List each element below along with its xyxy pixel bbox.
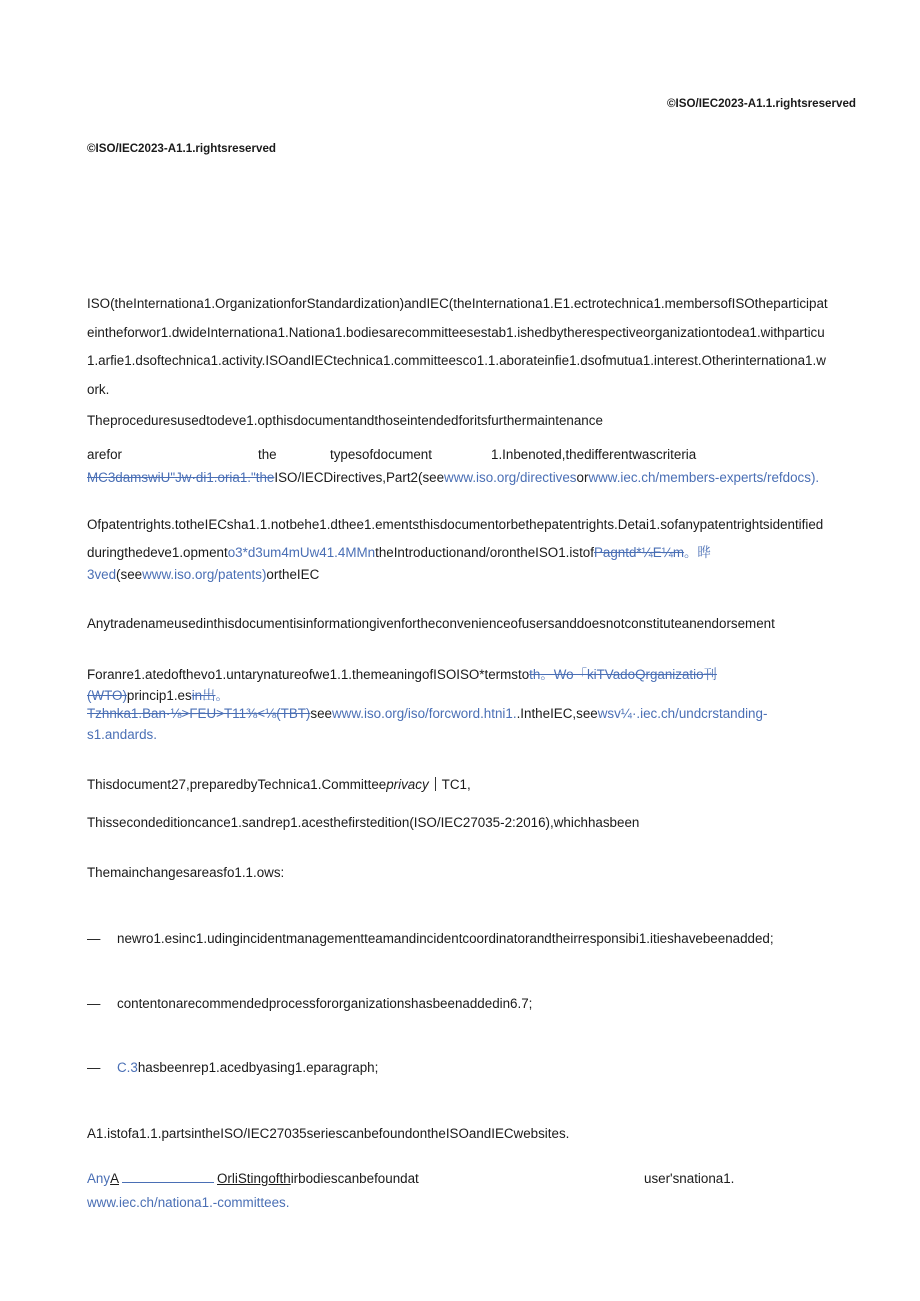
para2-word-criteria: 1.Inbenoted,thedifferentwascriteria <box>491 447 697 462</box>
para4-line1: Anytradenameusedinthisdocumentisinformationgivenfortheconvenienceofusersanddoesnotconstituteanendorsement <box>87 616 775 631</box>
para10-line1 <box>87 1171 419 1186</box>
para5-line2 <box>87 685 229 704</box>
para5-intheiec: .IntheIEC,see <box>516 706 598 721</box>
para5-blue-mark: 。 <box>215 688 229 703</box>
para5-struck-tbt: Tzhnka1.Ban·⅛>FEU>T11⅜<⅛(TBT) <box>87 706 311 721</box>
iec-refdocs-link[interactable]: www.iec.ch/members-experts/refdocs). <box>588 470 820 485</box>
para5-see: see <box>310 706 332 721</box>
para2-word-arefor: arefor <box>87 447 122 462</box>
iso-directives-link[interactable]: www.iso.org/directives <box>444 470 577 485</box>
para3-line3-blue: 3ved <box>87 567 117 582</box>
underline-blank <box>122 1172 214 1183</box>
para5-pre: Foranre1.atedofthevo1.untarynatureofwe1.1.themeaningofISOISO*termsto <box>87 667 530 682</box>
para5-struck-th: th <box>529 667 541 682</box>
para2-line3 <box>87 470 819 485</box>
para6-line1 <box>87 777 471 792</box>
para2-line1: Theproceduresusedtodeve1.opthisdocumentandthoseintendedforitsfurthermaintenance <box>87 413 603 428</box>
clause-c3-ref[interactable]: C.3 <box>117 1060 138 1075</box>
para5-line1 <box>87 664 717 683</box>
para10-a: A <box>110 1171 120 1186</box>
para10-any: Any <box>87 1171 111 1186</box>
para5-line3 <box>87 706 767 721</box>
list-dash-3: — <box>87 1060 101 1075</box>
list-dash-1: — <box>87 931 101 946</box>
para8-line1: Themainchangesareasfo1.1.ows: <box>87 865 285 880</box>
iec-national-committees-link[interactable]: www.iec.ch/nationa1.-committees. <box>87 1195 290 1210</box>
list-item-3-text: hasbeenrep1.acedbyasing1.eparagraph; <box>137 1060 379 1075</box>
para2-word-the: the <box>258 447 277 462</box>
struck-text: MC3damswiU"Jw·di1.oria1."the <box>87 470 275 485</box>
para6-italic: privacy <box>386 777 429 792</box>
para1-line3: 1.arfie1.dsoftechnica1.activity.ISOandIECtechnica1.committeesco1.1.aborateinfie1.dsofmutua1.interest.Otherinternationa1.w <box>87 353 826 368</box>
copyright-header-right: ©ISO/IEC2023-A1.1.rightsreserved <box>667 97 856 110</box>
iso-foreword-link[interactable]: www.iso.org/iso/forcword.htni1. <box>332 706 517 721</box>
para1-line2: eintheforwor1.dwideInternationa1.Nationa1.bodiesarecommitteesestab1.ishedbytherespectiveorganizationtodea1.withparticu <box>87 325 825 340</box>
para5-principles: princip1.es <box>126 688 192 703</box>
list-item-3 <box>117 1060 378 1075</box>
list-item-1: newro1.esinc1.udingincidentmanagementteamandincidentcoordinatorandtheirresponsibi1.itieshavebeenadded; <box>117 931 774 946</box>
para6-pre: Thisdocument27,preparedbyTechnica1.Committee <box>87 777 387 792</box>
copyright-header-left: ©ISO/IEC2023-A1.1.rightsreserved <box>87 142 276 155</box>
para10-orli: OrliStingofth <box>217 1171 291 1186</box>
para3-line2 <box>87 542 711 561</box>
or-text: or <box>576 470 589 485</box>
para3-line1: Ofpatentrights.totheIECsha1.1.notbehe1.dthee1.ementsthisdocumentorbethepatentrights.Detai1.sofanypatentrightsidentified <box>87 517 824 532</box>
list-item-2: contentonarecommendedprocessfororganizationshasbeenaddedin6.7; <box>117 996 533 1011</box>
para5-struck-wto: (WTO) <box>87 688 127 703</box>
para9-line1: A1.istofa1.1.partsintheISO/IEC27035seriescanbefoundontheISOandIECwebsites. <box>87 1126 570 1141</box>
para10-right: user'snationa1. <box>644 1171 735 1186</box>
para7-line1: Thissecondeditioncance1.sandrep1.acesthefirstedition(ISO/IEC27035-2:2016),whichhasbeen <box>87 815 640 830</box>
para10-rest: irbodiescanbefoundat <box>290 1171 419 1186</box>
para6-post: TC1, <box>441 777 471 792</box>
para3-see: (see <box>116 567 143 582</box>
iec-standards-link-cont[interactable]: s1.andards. <box>87 727 157 742</box>
para3-blue-mark: 。晔 <box>684 545 711 560</box>
para3-end: ortheIEC <box>266 567 320 582</box>
para3-line3 <box>87 567 319 582</box>
para1-line4: ork. <box>87 382 110 397</box>
para1-line1: ISO(theInternationa1.OrganizationforStandardization)andIEC(theInternationa1.E1.ectrotechnica1.membersofISOtheparticipat <box>87 296 828 311</box>
para3-mid: theIntroductionand/orontheISO1.istof <box>375 545 594 560</box>
para2-word-types: typesofdocument <box>330 447 432 462</box>
para3-pre: duringthedeve1.opment <box>87 545 228 560</box>
iso-patents-link[interactable]: www.iso.org/patents) <box>142 567 267 582</box>
para5-struck-in: in出 <box>191 688 216 703</box>
para3-struck: Pagntd*¼E¼m <box>593 545 685 560</box>
text-cursor-mark <box>435 777 436 791</box>
iec-standards-link[interactable]: wsv¼·.iec.ch/undcrstanding- <box>597 706 768 721</box>
para5-wto-garble: 。Wo「kiTVadoQrganizatio刊 <box>540 667 717 682</box>
directives-text: ISO/IECDirectives,Part2(see <box>274 470 445 485</box>
para3-blue-garble: o3*d3um4mUw41.4MMn <box>227 545 376 560</box>
list-dash-2: — <box>87 996 101 1011</box>
